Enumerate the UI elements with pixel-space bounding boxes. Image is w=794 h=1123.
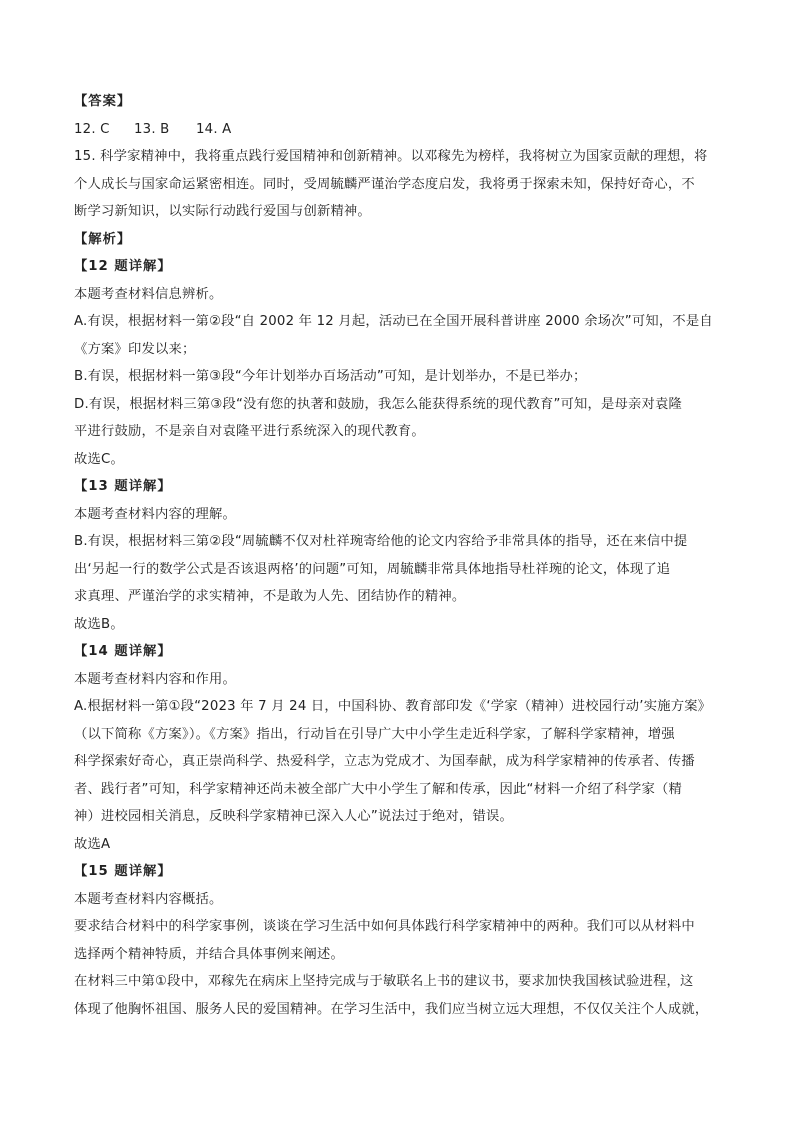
analysis-heading: 【解析】 <box>74 231 132 247</box>
q13-explanation <box>74 501 726 639</box>
text-line: A.有误，根据材料一第②段“自 2002 年 12 月起，活动已在全国开展科普讲座 2000 余场次”可知，不是自 <box>74 314 713 329</box>
answer-q12: 12. C <box>74 121 110 137</box>
answer-q14: 14. A <box>196 121 232 137</box>
q14-heading: 【14 题详解】 <box>74 644 172 659</box>
q15-answer-paragraph <box>74 143 726 226</box>
q12-heading: 【12 题详解】 <box>74 259 172 274</box>
q13-heading: 【13 题详解】 <box>74 479 172 494</box>
text-line: 15. 科学家精神中，我将重点践行爱国精神和创新精神。以邓稼先为榜样，我将树立为国家贡献的理想，将 <box>74 149 708 164</box>
answer-key-row <box>74 116 726 144</box>
text-line: 本题考查材料信息辨析。 <box>74 286 223 302</box>
q15-explanation <box>74 886 726 1024</box>
text-line: 在材料三中第①段中，邓稼先在病床上坚持完成与于敏联名上书的建议书，要求加快我国核试验进程，这 <box>74 974 694 989</box>
text-line: 故选A <box>74 836 111 852</box>
text-line: 个人成长与国家命运紧密相连。同时，受周毓麟严谨治学态度启发，我将勇于探索未知，保持好奇心，不 <box>74 176 695 192</box>
answer-q13: 13. B <box>134 121 170 137</box>
text-line: 断学习新知识，以实际行动践行爱国与创新精神。 <box>74 204 371 219</box>
q14-explanation <box>74 666 726 859</box>
text-line: 求真理、严谨治学的求实精神，不是敢为人先、团结协作的精神。 <box>74 589 466 604</box>
text-line: 选择两个精神特质，并结合具体事例来阐述。 <box>74 946 344 962</box>
answer-heading: 【答案】 <box>74 94 132 109</box>
text-line: B.有误，根据材料三第②段“周毓麟不仅对杜祥琬寄给他的论文内容给予非常具体的指导，还在来信中提 <box>74 534 688 549</box>
text-line: 本题考查材料内容和作用。 <box>74 671 236 687</box>
text-line: 本题考查材料内容的理解。 <box>74 506 236 522</box>
text-line: 神）进校园相关消息，反映科学家精神已深入人心”说法过于绝对，错误。 <box>74 809 513 824</box>
text-line: （以下简称《方案》）。《方案》指出，行动旨在引导广大中小学生走近科学家，了解科学家精神，增强 <box>74 726 675 742</box>
text-line: 出‘另起一行的数学公式是否该退两格’的问题”可知，周毓麟非常具体地指导杜祥琬的论文，体现了追 <box>74 561 671 577</box>
text-line: 故选C。 <box>74 451 124 467</box>
text-line: 要求结合材料中的科学家事例，谈谈在学习生活中如何具体践行科学家精神中的两种。我们可以从材料中 <box>74 919 695 934</box>
text-line: 科学探索好奇心，真正崇尚科学、热爱科学，立志为党成才、为国奉献，成为科学家精神的传承者、传播 <box>74 754 695 769</box>
document-page <box>74 88 726 1023</box>
q15-heading: 【15 题详解】 <box>74 864 172 879</box>
text-line: 《方案》印发以来； <box>74 341 196 357</box>
text-line: 平进行鼓励，不是亲自对袁隆平进行系统深入的现代教育。 <box>74 424 425 439</box>
text-line: 者、践行者”可知，科学家精神还尚未被全部广大中小学生了解和传承，因此“材料一介绍了科学家（精 <box>74 781 683 797</box>
text-line: A.根据材料一第①段“2023 年 7 月 24 日，中国科协、教育部印发《‘学家（精神）进校园行动’实施方案》 <box>74 699 712 714</box>
text-line: D.有误，根据材料三第③段“没有您的执著和鼓励，我怎么能获得系统的现代教育”可知，是母亲对袁隆 <box>74 396 683 412</box>
text-line: 体现了他胸怀祖国、服务人民的爱国精神。在学习生活中，我们应当树立远大理想，不仅仅关注个人成就， <box>74 1001 709 1017</box>
text-line: 本题考查材料内容概括。 <box>74 891 223 907</box>
text-line: B.有误，根据材料一第③段“今年计划举办百场活动”可知，是计划举办，不是已举办； <box>74 369 587 384</box>
text-line: 故选B。 <box>74 616 124 632</box>
q12-explanation <box>74 281 726 474</box>
